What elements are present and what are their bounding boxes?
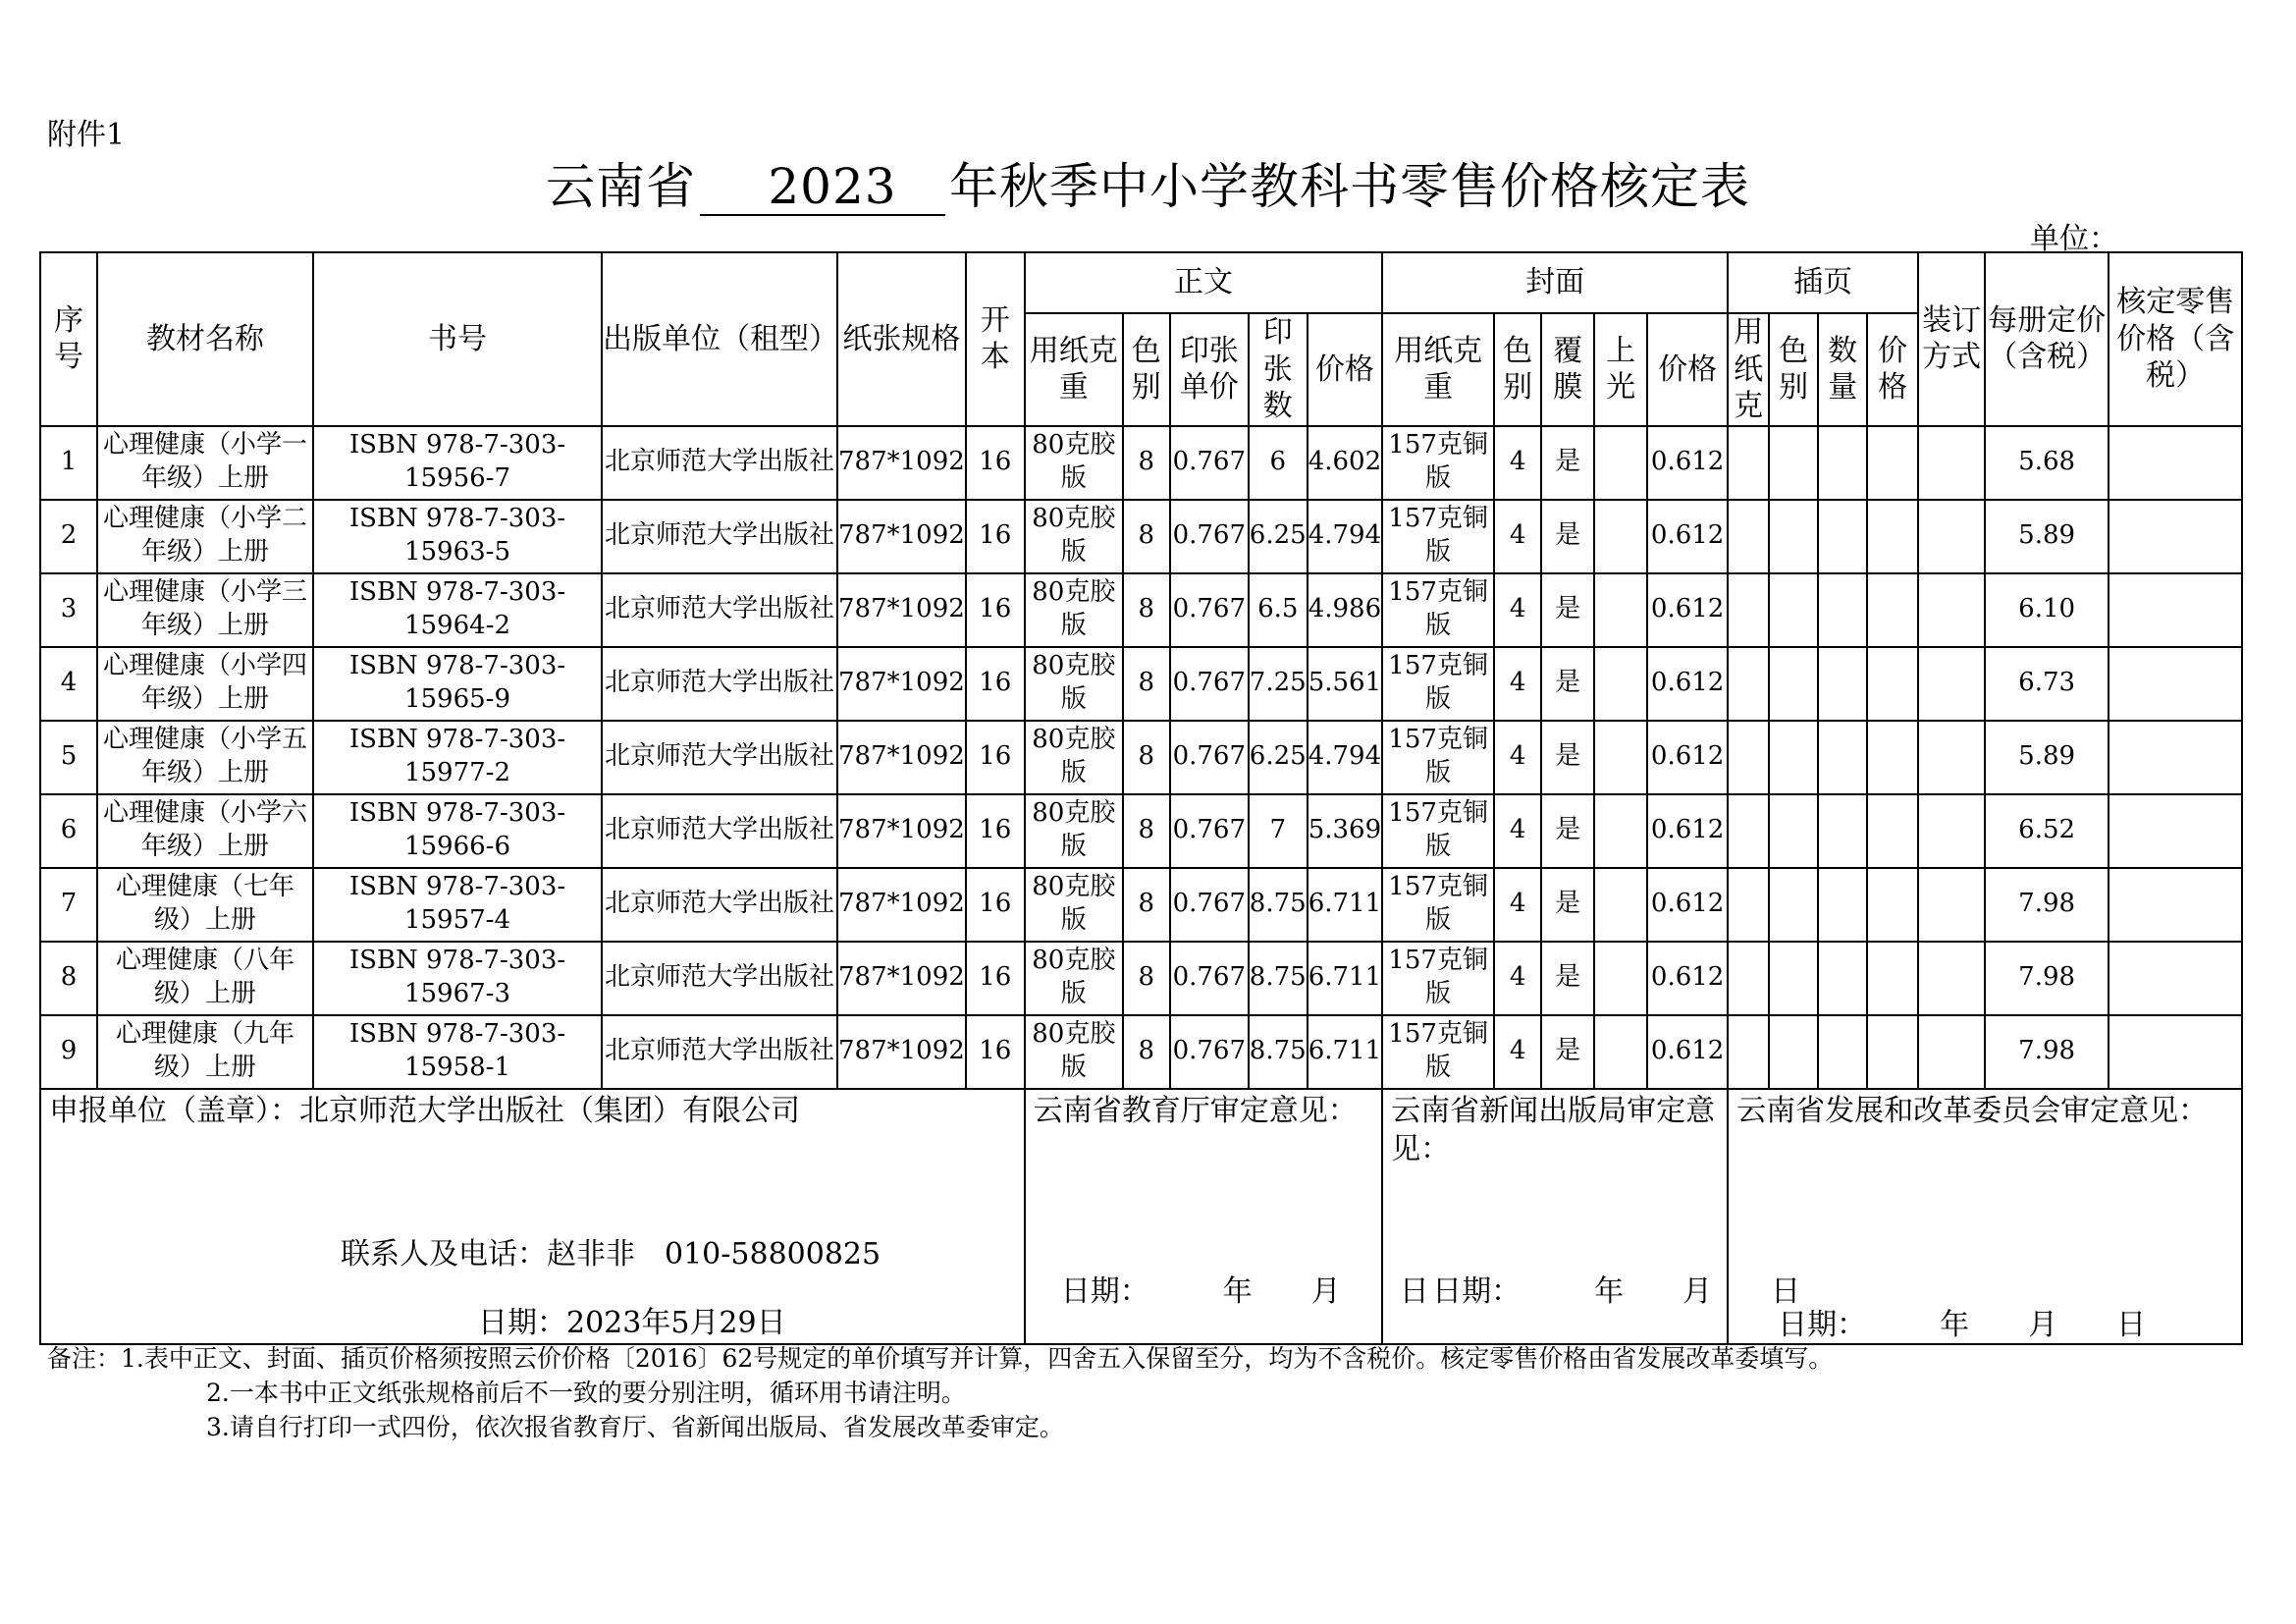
header-cover-price: 价格 [1647,313,1728,426]
cover-film-cell: 是 [1541,942,1594,1015]
price-per-copy-cell: 7.98 [1985,942,2109,1015]
price-per-copy-cell: 6.73 [1985,647,2109,721]
header-isbn: 书号 [313,252,602,426]
ndrc-date: 日期： 年 月 日 [1778,1307,2147,1342]
insert-color-cell [1769,647,1818,721]
body-price-cell: 4.986 [1308,573,1382,647]
name-cell: 心理健康（小学五年级）上册 [97,721,313,794]
cover-film-cell: 是 [1541,426,1594,500]
ndrc-cell [1728,1089,2242,1344]
header-insert-paper: 用纸克 [1728,313,1769,426]
format-cell: 16 [966,647,1025,721]
edu-dept-cell [1025,1089,1429,1344]
body-unit-price-cell: 0.767 [1170,500,1249,573]
cover-gloss-cell [1594,942,1647,1015]
binding-cell [1918,942,1985,1015]
cover-paper-cell: 157克铜版 [1382,647,1494,721]
ndrc-label: 云南省发展和改革委员会审定意见： [1736,1093,2209,1128]
cover-color-cell: 4 [1494,942,1541,1015]
approved-retail-cell [2109,426,2242,500]
cover-color-cell: 4 [1494,647,1541,721]
table-row [40,794,2242,868]
format-cell: 16 [966,573,1025,647]
insert-paper-cell [1728,426,1769,500]
insert-color-cell [1769,573,1818,647]
cover-gloss-cell [1594,426,1647,500]
name-cell: 心理健康（九年级）上册 [97,1015,313,1089]
insert-price-cell [1867,794,1918,868]
insert-paper-cell [1728,500,1769,573]
body-paper-cell: 80克胶版 [1025,721,1123,794]
price-per-copy-cell: 5.68 [1985,426,2109,500]
format-cell: 16 [966,721,1025,794]
publisher-cell: 北京师范大学出版社 [602,647,837,721]
body-paper-cell: 80克胶版 [1025,794,1123,868]
header-row-1 [40,252,2242,313]
price-per-copy-cell: 6.52 [1985,794,2109,868]
page-title [0,147,2296,218]
note-line-1: 备注：1.表中正文、封面、插页价格须按照云价价格〔2016〕62号规定的单价填写并计算，四舍五入保留至分，均为不含税价。核定零售价格由省发展改革委填写。 [47,1344,1834,1373]
cover-gloss-cell [1594,721,1647,794]
header-cover-film: 覆膜 [1541,313,1594,426]
body-price-cell: 4.602 [1308,426,1382,500]
price-per-copy-cell: 7.98 [1985,1015,2109,1089]
approved-retail-cell [2109,794,2242,868]
cover-price-cell: 0.612 [1647,721,1728,794]
table-row [40,721,2242,794]
paper-size-cell: 787*1092 [837,868,966,942]
format-cell: 16 [966,1015,1025,1089]
table-row [40,868,2242,942]
attachment-label: 附件1 [47,118,126,152]
cover-color-cell: 4 [1494,573,1541,647]
body-unit-price-cell: 0.767 [1170,1015,1249,1089]
body-sheets-cell: 6 [1249,426,1308,500]
paper-size-cell: 787*1092 [837,721,966,794]
name-cell: 心理健康（小学一年级）上册 [97,426,313,500]
approved-retail-cell [2109,647,2242,721]
publisher-cell: 北京师范大学出版社 [602,868,837,942]
insert-price-cell [1867,426,1918,500]
cover-film-cell: 是 [1541,500,1594,573]
publisher-cell: 北京师范大学出版社 [602,721,837,794]
insert-qty-cell [1818,942,1867,1015]
insert-qty-cell [1818,426,1867,500]
insert-color-cell [1769,942,1818,1015]
body-price-cell: 6.711 [1308,868,1382,942]
approved-retail-cell [2109,721,2242,794]
paper-size-cell: 787*1092 [837,942,966,1015]
press-bureau-label: 云南省新闻出版局审定意见： [1391,1093,1716,1166]
seq-cell: 1 [40,426,97,500]
cover-paper-cell: 157克铜版 [1382,942,1494,1015]
header-publisher: 出版单位（租型） [602,252,837,426]
table-row [40,500,2242,573]
body-paper-cell: 80克胶版 [1025,868,1123,942]
paper-size-cell: 787*1092 [837,794,966,868]
cover-paper-cell: 157克铜版 [1382,500,1494,573]
approved-retail-cell [2109,500,2242,573]
table-row [40,426,2242,500]
body-paper-cell: 80克胶版 [1025,426,1123,500]
body-sheets-cell: 8.75 [1249,942,1308,1015]
header-format: 开本 [966,252,1025,426]
price-per-copy-cell: 7.98 [1985,868,2109,942]
approval-row [40,1089,2242,1344]
body-paper-cell: 80克胶版 [1025,1015,1123,1089]
body-sheets-cell: 8.75 [1249,1015,1308,1089]
cover-film-cell: 是 [1541,573,1594,647]
header-body-price: 价格 [1308,313,1382,426]
header-body-paper: 用纸克重 [1025,313,1123,426]
body-color-cell: 8 [1123,868,1170,942]
publisher-cell: 北京师范大学出版社 [602,1015,837,1089]
seq-cell: 3 [40,573,97,647]
insert-paper-cell [1728,721,1769,794]
cover-paper-cell: 157克铜版 [1382,794,1494,868]
table-row [40,1015,2242,1089]
cover-gloss-cell [1594,573,1647,647]
format-cell: 16 [966,426,1025,500]
cover-gloss-cell [1594,1015,1647,1089]
cover-paper-cell: 157克铜版 [1382,721,1494,794]
contact-info: 联系人及电话：赵非非 010-58800825 [341,1236,881,1272]
seq-cell: 7 [40,868,97,942]
cover-paper-cell: 157克铜版 [1382,868,1494,942]
body-price-cell: 6.711 [1308,942,1382,1015]
header-binding: 装订方式 [1918,252,1985,426]
binding-cell [1918,1015,1985,1089]
format-cell: 16 [966,868,1025,942]
insert-price-cell [1867,573,1918,647]
seq-cell: 2 [40,500,97,573]
isbn-cell: ISBN 978-7-303-15967-3 [313,942,602,1015]
insert-paper-cell [1728,647,1769,721]
isbn-cell: ISBN 978-7-303-15977-2 [313,721,602,794]
cover-price-cell: 0.612 [1647,647,1728,721]
header-insert-price: 价格 [1867,313,1918,426]
press-bureau-date: 日期： 年 月 日 [1432,1273,1801,1309]
body-unit-price-cell: 0.767 [1170,647,1249,721]
paper-size-cell: 787*1092 [837,647,966,721]
cover-film-cell: 是 [1541,868,1594,942]
approved-retail-cell [2109,1015,2242,1089]
body-color-cell: 8 [1123,573,1170,647]
insert-price-cell [1867,721,1918,794]
header-cover-color: 色别 [1494,313,1541,426]
insert-qty-cell [1818,721,1867,794]
paper-size-cell: 787*1092 [837,1015,966,1089]
body-price-cell: 6.711 [1308,1015,1382,1089]
cover-color-cell: 4 [1494,426,1541,500]
format-cell: 16 [966,942,1025,1015]
cover-gloss-cell [1594,868,1647,942]
header-price-per-copy: 每册定价（含税） [1985,252,2109,426]
title-suffix: 年秋季中小学教科书零售价格核定表 [949,158,1750,215]
cover-film-cell: 是 [1541,1015,1594,1089]
header-seq: 序号 [40,252,97,426]
seq-cell: 5 [40,721,97,794]
cover-price-cell: 0.612 [1647,426,1728,500]
approved-retail-cell [2109,868,2242,942]
binding-cell [1918,868,1985,942]
isbn-cell: ISBN 978-7-303-15966-6 [313,794,602,868]
insert-qty-cell [1818,500,1867,573]
isbn-cell: ISBN 978-7-303-15958-1 [313,1015,602,1089]
name-cell: 心理健康（小学二年级）上册 [97,500,313,573]
cover-price-cell: 0.612 [1647,1015,1728,1089]
table-body [40,426,2242,1089]
paper-size-cell: 787*1092 [837,573,966,647]
price-per-copy-cell: 5.89 [1985,500,2109,573]
cover-film-cell: 是 [1541,794,1594,868]
edu-dept-label: 云南省教育厅审定意见： [1033,1093,1358,1128]
apply-date: 日期：2023年5月29日 [478,1305,786,1340]
body-sheets-cell: 6.25 [1249,721,1308,794]
name-cell: 心理健康（七年级）上册 [97,868,313,942]
table-row [40,573,2242,647]
header-cover-gloss: 上光 [1594,313,1647,426]
approved-retail-cell [2109,942,2242,1015]
insert-paper-cell [1728,868,1769,942]
format-cell: 16 [966,794,1025,868]
insert-qty-cell [1818,1015,1867,1089]
insert-price-cell [1867,1015,1918,1089]
title-prefix: 云南省 [546,158,696,215]
price-per-copy-cell: 5.89 [1985,721,2109,794]
notes [47,1341,1833,1444]
header-cover-paper: 用纸克重 [1382,313,1494,426]
cover-price-cell: 0.612 [1647,573,1728,647]
paper-size-cell: 787*1092 [837,500,966,573]
body-price-cell: 5.369 [1308,794,1382,868]
body-sheets-cell: 8.75 [1249,868,1308,942]
price-table [39,251,2243,1345]
body-sheets-cell: 7.25 [1249,647,1308,721]
header-body-sheets: 印张数 [1249,313,1308,426]
header-body-group: 正文 [1025,252,1382,313]
insert-color-cell [1769,721,1818,794]
insert-paper-cell [1728,573,1769,647]
body-unit-price-cell: 0.767 [1170,794,1249,868]
press-bureau-cell [1382,1089,1801,1344]
body-unit-price-cell: 0.767 [1170,942,1249,1015]
body-sheets-cell: 7 [1249,794,1308,868]
publisher-cell: 北京师范大学出版社 [602,426,837,500]
insert-price-cell [1867,500,1918,573]
insert-paper-cell [1728,794,1769,868]
note-line-3: 3.请自行打印一式四份，依次报省教育厅、省新闻出版局、省发展改革委审定。 [206,1413,1064,1441]
binding-cell [1918,794,1985,868]
body-color-cell: 8 [1123,794,1170,868]
seq-cell: 8 [40,942,97,1015]
cover-price-cell: 0.612 [1647,500,1728,573]
header-paper-size: 纸张规格 [837,252,966,426]
insert-color-cell [1769,426,1818,500]
publisher-cell: 北京师范大学出版社 [602,573,837,647]
binding-cell [1918,573,1985,647]
insert-color-cell [1769,868,1818,942]
cover-gloss-cell [1594,647,1647,721]
table-row [40,647,2242,721]
cover-film-cell: 是 [1541,647,1594,721]
header-insert-color: 色别 [1769,313,1818,426]
body-unit-price-cell: 0.767 [1170,868,1249,942]
body-paper-cell: 80克胶版 [1025,942,1123,1015]
header-approved-retail: 核定零售价格（含税） [2109,252,2242,426]
applicant-cell [40,1089,1025,1344]
applicant-label: 申报单位（盖章）：北京师范大学出版社（集团）有限公司 [49,1093,800,1128]
header-insert-qty: 数量 [1818,313,1867,426]
insert-price-cell [1867,942,1918,1015]
cover-price-cell: 0.612 [1647,942,1728,1015]
body-color-cell: 8 [1123,426,1170,500]
cover-film-cell: 是 [1541,721,1594,794]
cover-color-cell: 4 [1494,794,1541,868]
body-color-cell: 8 [1123,1015,1170,1089]
binding-cell [1918,426,1985,500]
isbn-cell: ISBN 978-7-303-15963-5 [313,500,602,573]
body-paper-cell: 80克胶版 [1025,500,1123,573]
cover-gloss-cell [1594,794,1647,868]
seq-cell: 9 [40,1015,97,1089]
body-sheets-cell: 6.25 [1249,500,1308,573]
paper-size-cell: 787*1092 [837,426,966,500]
cover-color-cell: 4 [1494,868,1541,942]
body-unit-price-cell: 0.767 [1170,573,1249,647]
insert-qty-cell [1818,647,1867,721]
name-cell: 心理健康（小学三年级）上册 [97,573,313,647]
insert-color-cell [1769,794,1818,868]
name-cell: 心理健康（小学四年级）上册 [97,647,313,721]
body-color-cell: 8 [1123,942,1170,1015]
isbn-cell: ISBN 978-7-303-15957-4 [313,868,602,942]
cover-color-cell: 4 [1494,721,1541,794]
insert-price-cell [1867,647,1918,721]
body-unit-price-cell: 0.767 [1170,426,1249,500]
cover-color-cell: 4 [1494,500,1541,573]
body-unit-price-cell: 0.767 [1170,721,1249,794]
insert-qty-cell [1818,868,1867,942]
name-cell: 心理健康（八年级）上册 [97,942,313,1015]
name-cell: 心理健康（小学六年级）上册 [97,794,313,868]
body-color-cell: 8 [1123,500,1170,573]
cover-gloss-cell [1594,500,1647,573]
cover-paper-cell: 157克铜版 [1382,1015,1494,1089]
title-year: 2023 [700,160,945,216]
cover-paper-cell: 157克铜版 [1382,573,1494,647]
insert-paper-cell [1728,942,1769,1015]
body-color-cell: 8 [1123,647,1170,721]
body-sheets-cell: 6.5 [1249,573,1308,647]
publisher-cell: 北京师范大学出版社 [602,500,837,573]
price-per-copy-cell: 6.10 [1985,573,2109,647]
body-price-cell: 5.561 [1308,647,1382,721]
binding-cell [1918,500,1985,573]
isbn-cell: ISBN 978-7-303-15965-9 [313,647,602,721]
insert-qty-cell [1818,794,1867,868]
body-price-cell: 4.794 [1308,721,1382,794]
body-paper-cell: 80克胶版 [1025,647,1123,721]
isbn-cell: ISBN 978-7-303-15956-7 [313,426,602,500]
insert-price-cell [1867,868,1918,942]
publisher-cell: 北京师范大学出版社 [602,794,837,868]
insert-color-cell [1769,1015,1818,1089]
note-line-2: 2.一本书中正文纸张规格前后不一致的要分别注明，循环用书请注明。 [206,1379,966,1407]
header-insert-group: 插页 [1728,252,1918,313]
unit-label: 单位： [2030,222,2118,256]
edu-dept-date: 日期： 年 月 日 [1060,1273,1429,1309]
isbn-cell: ISBN 978-7-303-15964-2 [313,573,602,647]
header-cover-group: 封面 [1382,252,1728,313]
insert-qty-cell [1818,573,1867,647]
publisher-cell: 北京师范大学出版社 [602,942,837,1015]
binding-cell [1918,647,1985,721]
binding-cell [1918,721,1985,794]
header-name: 教材名称 [97,252,313,426]
cover-color-cell: 4 [1494,1015,1541,1089]
body-price-cell: 4.794 [1308,500,1382,573]
cover-price-cell: 0.612 [1647,868,1728,942]
table-row [40,942,2242,1015]
cover-price-cell: 0.612 [1647,794,1728,868]
format-cell: 16 [966,500,1025,573]
seq-cell: 4 [40,647,97,721]
header-body-color: 色别 [1123,313,1170,426]
header-body-unit-price: 印张单价 [1170,313,1249,426]
body-color-cell: 8 [1123,721,1170,794]
insert-color-cell [1769,500,1818,573]
seq-cell: 6 [40,794,97,868]
insert-paper-cell [1728,1015,1769,1089]
body-paper-cell: 80克胶版 [1025,573,1123,647]
cover-paper-cell: 157克铜版 [1382,426,1494,500]
approved-retail-cell [2109,573,2242,647]
